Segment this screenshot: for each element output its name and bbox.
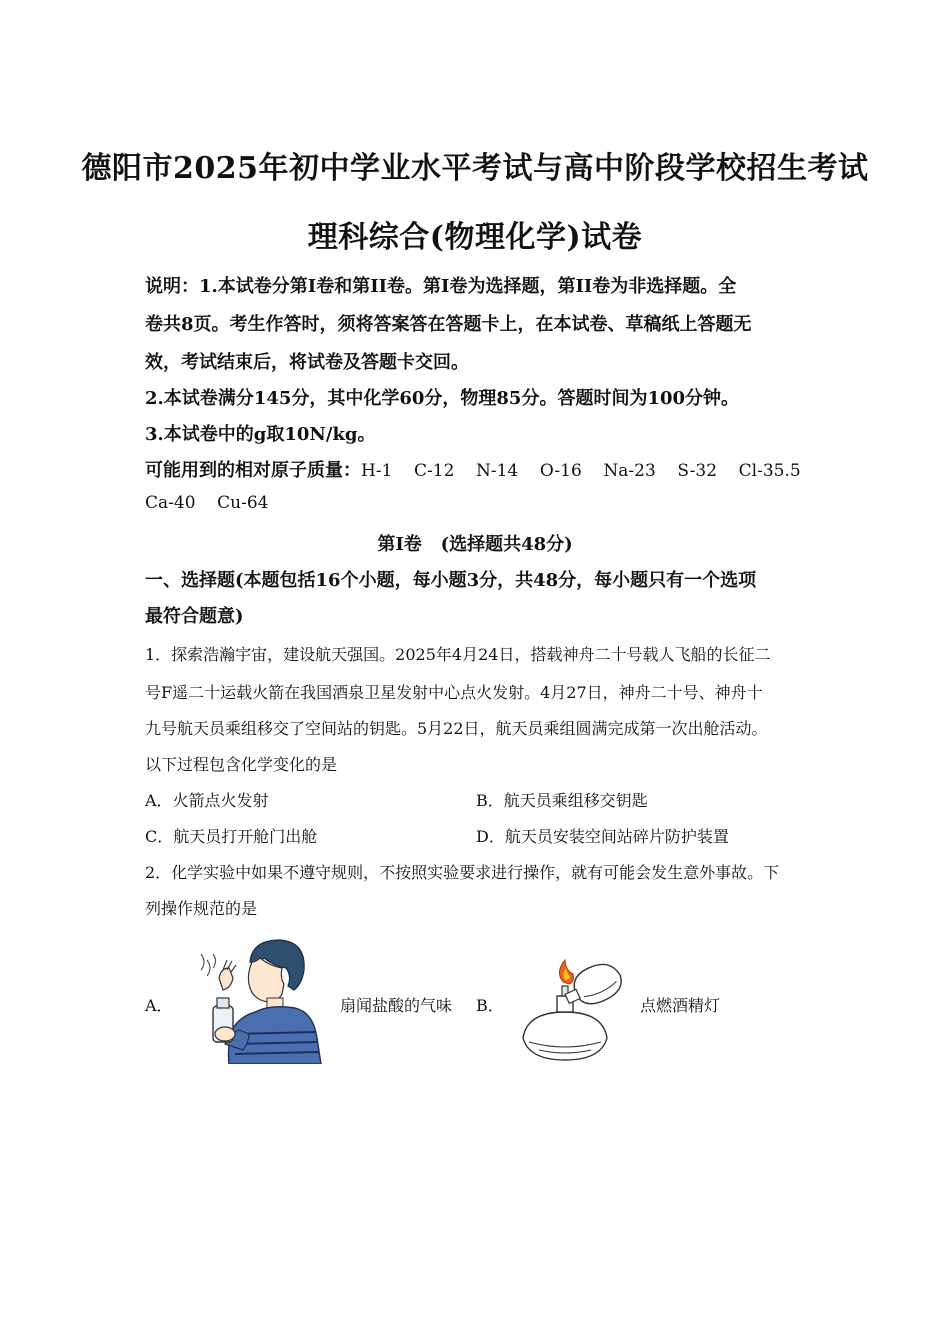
atomic-mass-values: H-1 C-12 N-14 O-16 Na-23 S-32 Cl-35.5 [361, 461, 801, 481]
q1-line-4: 以下过程包含化学变化的是 [145, 755, 338, 774]
instructions-line-1: 说明：1.本试卷分第I卷和第II卷。第I卷为选择题，第II卷为非选择题。全 [145, 276, 737, 297]
q1-line-1: 1．探索浩瀚宇宙，建设航天强国。2025年4月24日，搭载神舟二十号载人飞船的长征二 [145, 645, 771, 664]
q1-option-b: B．航天员乘组移交钥匙 [476, 791, 648, 810]
instructions-line-3: 效，考试结束后，将试卷及答题卡交回。 [145, 352, 469, 373]
q2-option-a-letter: A． [145, 996, 173, 1015]
q1-option-d: D．航天员安装空间站碎片防护装置 [476, 827, 729, 846]
atomic-mass-values-2: Ca-40 Cu-64 [145, 493, 269, 513]
exam-title: 德阳市2025年初中学业水平考试与高中阶段学校招生考试 [81, 151, 869, 186]
alcohol-lamp-illustration [515, 958, 635, 1068]
q2-option-b-letter: B． [476, 996, 504, 1015]
q1-option-c: C．航天员打开舱门出舱 [145, 827, 318, 846]
instructions-line-4: 2.本试卷满分145分，其中化学60分，物理85分。答题时间为100分钟。 [145, 388, 740, 409]
q1-line-2: 号F遥二十运载火箭在我国酒泉卫星发射中心点火发射。4月27日，神舟二十号、神舟十 [145, 683, 763, 702]
q1-option-a: A．火箭点火发射 [145, 791, 269, 810]
instructions-line-5: 3.本试卷中的g取10N/kg。 [145, 424, 376, 445]
q2-option-a-text: 扇闻盐酸的气味 [340, 996, 453, 1015]
q1-line-3: 九号航天员乘组移交了空间站的钥匙。5月22日，航天员乘组圆满完成第一次出舱活动。 [145, 719, 768, 738]
section-title: 第I卷 (选择题共48分) [377, 534, 573, 555]
atomic-mass-label: 可能用到的相对原子质量： [145, 460, 361, 481]
section-heading-2: 最符合题意) [145, 606, 244, 627]
q2-option-b-text: 点燃酒精灯 [640, 996, 721, 1015]
instructions-line-2: 卷共8页。考生作答时，须将答案答在答题卡上，在本试卷、草稿纸上答题无 [145, 314, 752, 335]
person-smelling-drawing [195, 934, 325, 1064]
q2-line-1: 2．化学实验中如果不遵守规则，不按照实验要求进行操作，就有可能会发生意外事故。下 [145, 863, 780, 882]
section-heading-1: 一、选择题(本题包括16个小题，每小题3分，共48分，每小题只有一个选项 [145, 570, 757, 591]
atomic-mass-row [145, 456, 801, 482]
q2-line-2: 列操作规范的是 [145, 899, 258, 918]
exam-subtitle: 理科综合(物理化学)试卷 [307, 220, 643, 255]
alcohol-lamp-drawing [515, 958, 635, 1068]
person-smelling-illustration [195, 934, 325, 1064]
